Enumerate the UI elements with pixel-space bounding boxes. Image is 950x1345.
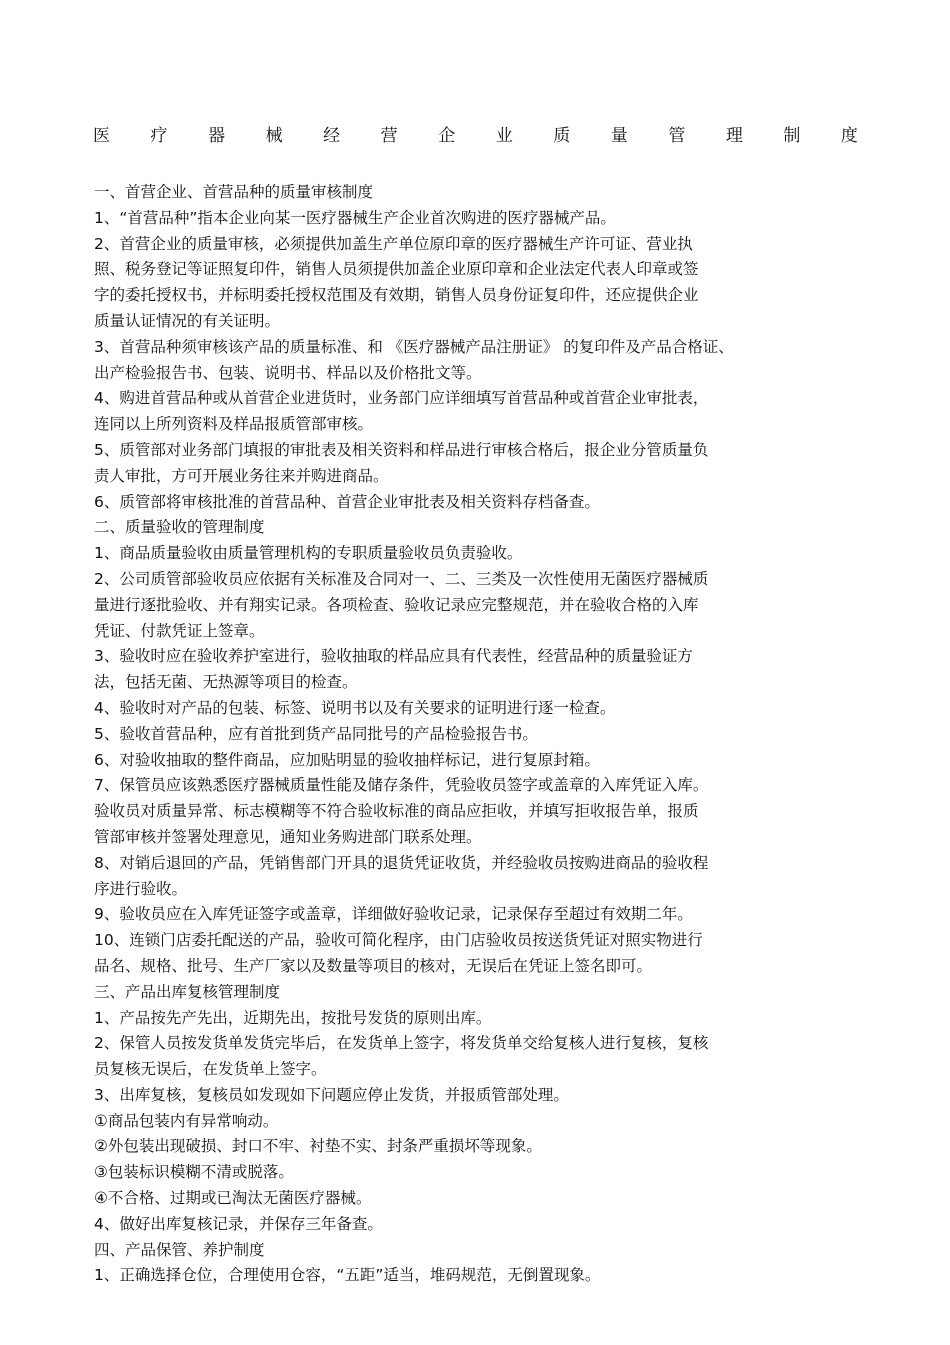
text-line: 二、质量验收的管理制度 <box>94 518 265 537</box>
text-line: 一、首营企业、首营品种的质量审核制度 <box>94 183 374 201</box>
text-line: 1、正确选择仓位，合理使用仓容，“五距”适当，堆码规范，无倒置现象。 <box>94 1266 601 1285</box>
text-line: 出产检验报告书、包装、说明书、样品以及价格批文等。 <box>94 363 482 382</box>
text-line: 1、产品按先产先出，近期先出，按批号发货的原则出库。 <box>94 1008 492 1027</box>
text-line: 4、验收时对产品的包装、标签、说明书以及有关要求的证明进行逐一检查。 <box>94 698 616 717</box>
text-line: 4、购进首营品种或从首营企业进货时，业务部门应详细填写首营品种或首营企业审批表， <box>94 389 709 408</box>
text-line: 管部审核并签署处理意见，通知业务购进部门联系处理。 <box>94 827 482 846</box>
text-line: 2、公司质管部验收员应依据有关标准及合同对一、二、三类及一次性使用无菌医疗器械质 <box>94 569 709 588</box>
document-body <box>94 180 854 1289</box>
text-line: 1、“首营品种”指本企业向某一医疗器械生产企业首次购进的医疗器械产品。 <box>94 208 616 227</box>
text-line: 质量认证情况的有关证明。 <box>94 311 281 330</box>
text-line: 3、验收时应在验收养护室进行，验收抽取的样品应具有代表性，经营品种的质量验证方 <box>94 647 693 666</box>
text-line: 6、质管部将审核批准的首营品种、首营企业审批表及相关资料存档备查。 <box>94 492 600 511</box>
title-char: 经 <box>323 126 341 146</box>
title-char: 管 <box>668 126 686 146</box>
text-line: 8、对销后退回的产品，凭销售部门开具的退货凭证收货，并经验收员按购进商品的验收程 <box>94 853 709 872</box>
document-title <box>93 124 858 148</box>
text-line: ④不合格、过期或已淘汰无菌医疗器械。 <box>94 1189 372 1208</box>
title-char: 理 <box>725 126 743 146</box>
title-char: 疗 <box>150 126 168 146</box>
title-char: 营 <box>380 126 398 146</box>
text-line: 验收员对质量异常、标志模糊等不符合验收标准的商品应拒收，并填写拒收报告单，报质 <box>94 802 699 821</box>
text-line: 四、产品保管、养护制度 <box>94 1240 265 1259</box>
text-line: 7、保管员应该熟悉医疗器械质量性能及储存条件，凭验收员签字或盖章的入库凭证入库。 <box>94 776 709 795</box>
title-char: 度 <box>840 126 858 146</box>
text-line: ①商品包装内有异常响动。 <box>94 1111 279 1130</box>
text-line: 量进行逐批验收、并有翔实记录。各项检查、验收记录应完整规范，并在验收合格的入库 <box>94 595 699 614</box>
title-char: 器 <box>208 126 226 146</box>
text-line: 责人审批，方可开展业务往来并购进商品。 <box>94 466 389 485</box>
text-line: 10、连锁门店委托配送的产品，验收可简化程序，由门店验收员按送货凭证对照实物进行 <box>94 931 703 950</box>
text-line: 凭证、付款凭证上签章。 <box>94 621 265 640</box>
text-line: 序进行验收。 <box>94 879 188 898</box>
text-line: 3、出库复核，复核员如发现如下问题应停止发货，并报质管部处理。 <box>94 1085 569 1104</box>
text-line: 5、验收首营品种，应有首批到货产品同批号的产品检验报告书。 <box>94 724 538 743</box>
text-line: 字的委托授权书，并标明委托授权范围及有效期，销售人员身份证复印件，还应提供企业 <box>94 286 699 305</box>
text-line: ②外包装出现破损、封口不牢、衬垫不实、封条严重损坏等现象。 <box>94 1137 542 1156</box>
title-char: 企 <box>438 126 456 146</box>
text-line: 5、质管部对业务部门填报的审批表及相关资料和样品进行审核合格后，报企业分管质量负 <box>94 440 709 459</box>
title-char: 械 <box>265 126 283 146</box>
text-line: 4、做好出库复核记录，并保存三年备查。 <box>94 1214 383 1233</box>
title-char: 医 <box>93 126 110 146</box>
text-line: 员复核无误后，在发货单上签字。 <box>94 1060 327 1079</box>
text-line: 三、产品出库复核管理制度 <box>94 982 281 1001</box>
text-line: 9、验收员应在入库凭证签字或盖章，详细做好验收记录，记录保存至超过有效期二年。 <box>94 905 693 924</box>
text-line: 品名、规格、批号、生产厂家以及数量等项目的核对，无误后在凭证上签名即可。 <box>94 956 653 975</box>
text-line: 照、税务登记等证照复印件，销售人员须提供加盖企业原印章和企业法定代表人印章或签 <box>94 260 699 279</box>
title-char: 业 <box>495 126 513 146</box>
title-char: 量 <box>610 126 628 146</box>
text-line: 2、首营企业的质量审核，必须提供加盖生产单位原印章的医疗器械生产许可证、营业执 <box>94 234 693 253</box>
text-line: 法，包括无菌、无热源等项目的检查。 <box>94 673 358 692</box>
text-line: 1、商品质量验收由质量管理机构的专职质量验收员负责验收。 <box>94 544 523 563</box>
text-line: 6、对验收抽取的整件商品，应加贴明显的验收抽样标记，进行复原封箱。 <box>94 750 600 769</box>
text-line: 3、首营品种须审核该产品的质量标准、和 《医疗器械产品注册证》 的复印件及产品合格证、 <box>94 337 734 356</box>
title-char: 质 <box>553 126 571 146</box>
text-line: 2、保管人员按发货单发货完毕后，在发货单上签字，将发货单交给复核人进行复核，复核 <box>94 1034 709 1053</box>
text-line: ③包装标识模糊不清或脱落。 <box>94 1163 294 1182</box>
title-char: 制 <box>783 126 801 146</box>
text-line: 连同以上所列资料及样品报质管部审核。 <box>94 415 374 434</box>
